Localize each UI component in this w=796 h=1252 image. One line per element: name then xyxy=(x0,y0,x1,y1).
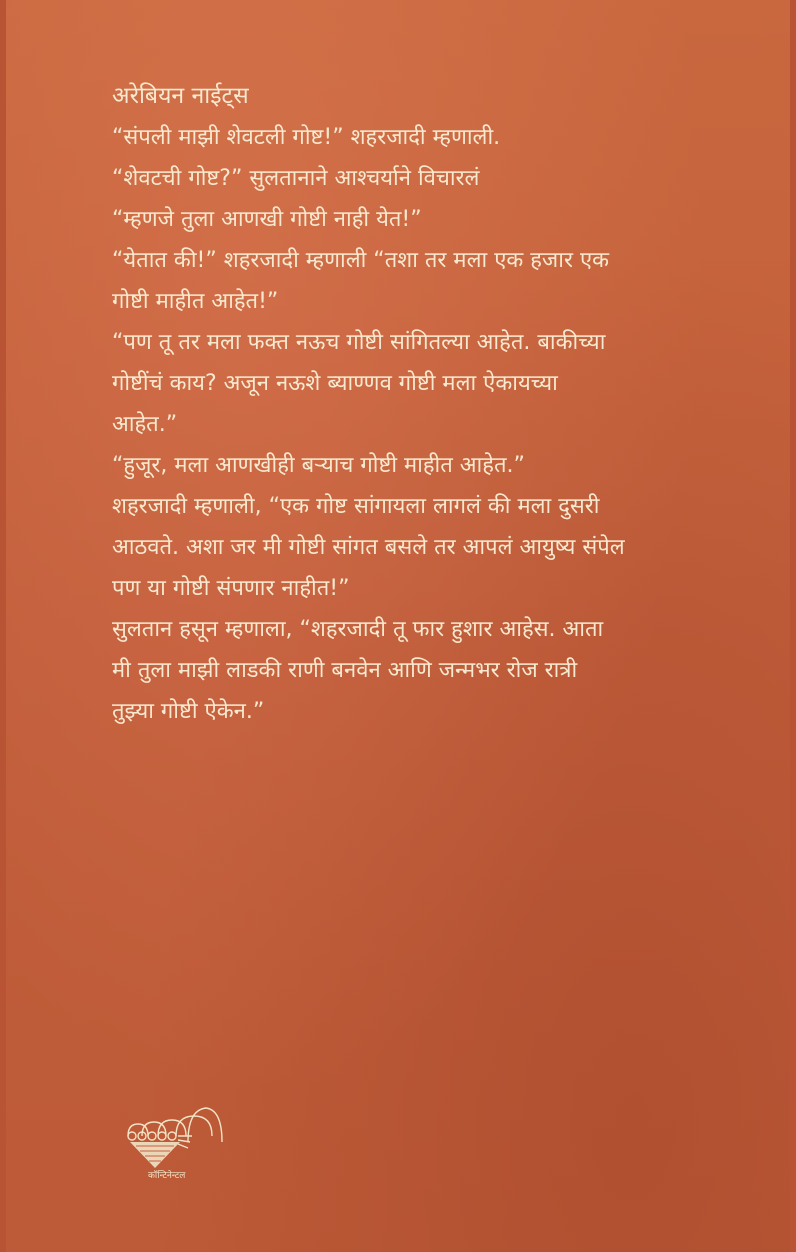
publisher-logo-icon xyxy=(118,1102,228,1180)
blurb-line-12: पण या गोष्टी संपणार नाहीत!” xyxy=(112,576,350,601)
blurb-line-9: “हुजूर, मला आणखीही बऱ्याच गोष्टी माहीत आहेत.” xyxy=(112,453,525,478)
blurb-line-8: आहेत.” xyxy=(112,412,178,437)
blurb-line-2: “शेवटची गोष्ट?” सुलतानाने आश्चर्याने विचारलं xyxy=(112,166,480,191)
book-title: अरेबियन नाईट्स xyxy=(112,83,249,109)
blurb-line-15: तुझ्या गोष्टी ऐकेन.” xyxy=(112,699,265,724)
blurb-line-3: “म्हणजे तुला आणखी गोष्टी नाही येत!” xyxy=(112,207,422,232)
blurb-line-13: सुलतान हसून म्हणाला, “शहरजादी तू फार हुशार आहेस. आता xyxy=(112,617,604,642)
blurb-line-10: शहरजादी म्हणाली, “एक गोष्ट सांगायला लागलं की मला दुसरी xyxy=(112,494,600,519)
blurb-line-5: गोष्टी माहीत आहेत!” xyxy=(112,289,279,314)
blurb-line-6: “पण तू तर मला फक्त नऊच गोष्टी सांगितल्या आहेत. बाकीच्या xyxy=(112,330,606,355)
blurb-line-14: मी तुला माझी लाडकी राणी बनवेन आणि जन्मभर रोज रात्री xyxy=(112,658,578,683)
blurb-line-1: “संपली माझी शेवटली गोष्ट!” शहरजादी म्हणाली. xyxy=(112,125,501,150)
blurb-text xyxy=(112,76,762,732)
publisher-logo-text: कॉन्टिनेन्टल xyxy=(148,1171,186,1181)
blurb-line-4: “येतात की!” शहरजादी म्हणाली “तशा तर मला एक हजार एक xyxy=(112,248,610,273)
blurb-line-7: गोष्टींचं काय? अजून नऊशे ब्याण्णव गोष्टी मला ऐकायच्या xyxy=(112,371,558,396)
blurb-line-11: आठवते. अशा जर मी गोष्टी सांगत बसले तर आपलं आयुष्य संपेल xyxy=(112,535,625,560)
